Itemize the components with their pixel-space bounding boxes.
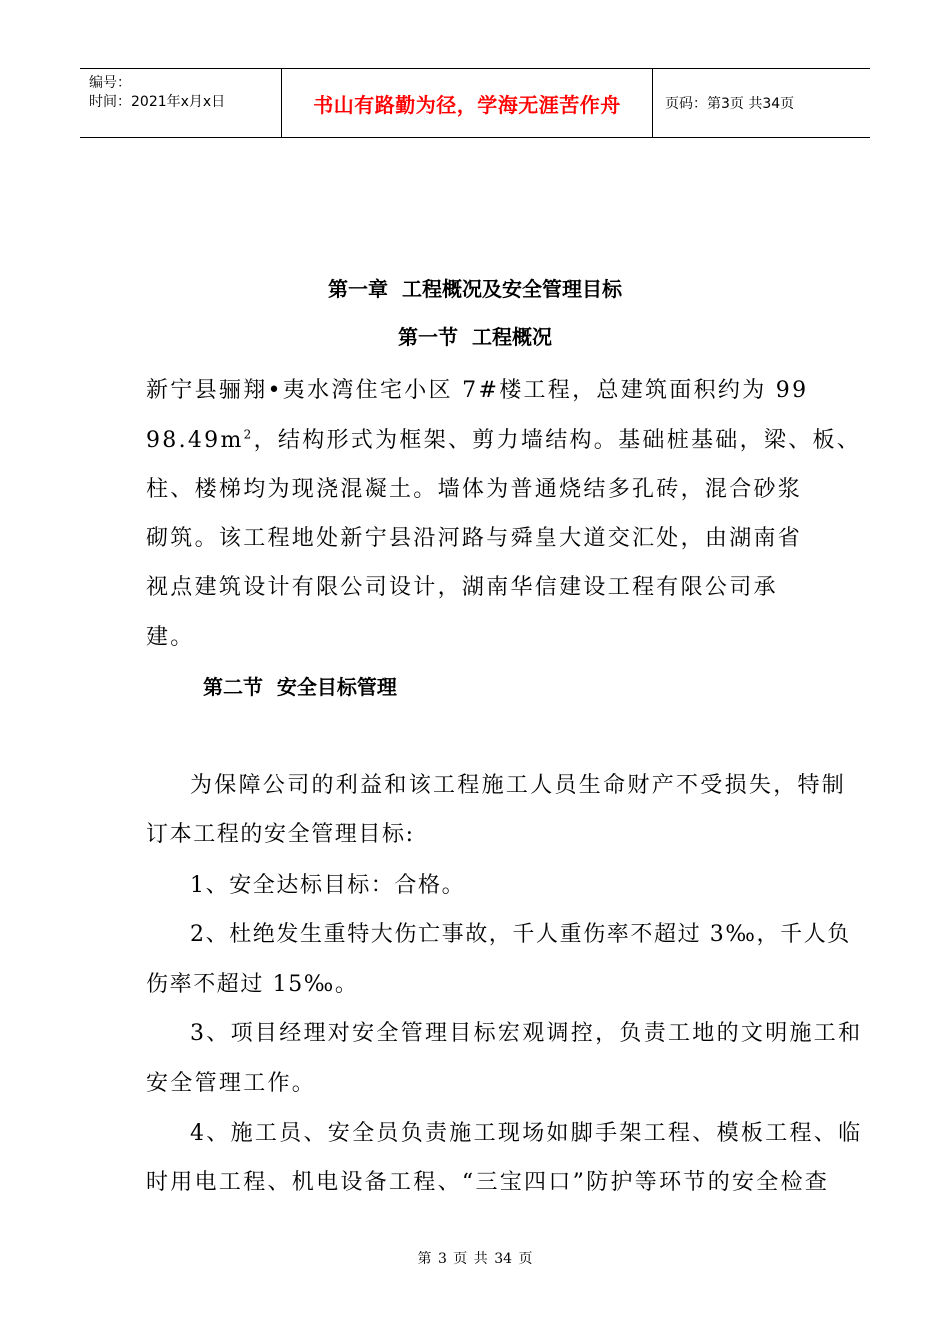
body-line [146, 423, 861, 454]
body-line: 订本工程的安全管理目标: [146, 822, 415, 847]
body-line: 视点建筑设计有限公司设计，湖南华信建设工程有限公司承 [146, 575, 778, 600]
superscript: 2 [243, 427, 254, 442]
body-line: 柱、楼梯均为现浇混凝土。墙体为普通烧结多孔砖，混合砂浆 [146, 477, 803, 502]
page-info: 页码：第3页 共34页 [665, 96, 795, 112]
body-text: ，结构形式为框架、剪力墙结构。基础桩基础，梁、板、 [253, 428, 862, 453]
body-line: 伤率不超过 15‰。 [146, 972, 359, 997]
body-line: 建。 [146, 625, 195, 650]
header-meta-cell [80, 69, 282, 137]
body-line: 安全管理工作。 [146, 1071, 317, 1096]
page-header [80, 68, 870, 138]
serial-label: 编号： [89, 75, 131, 91]
section2-title: 第二节 安全目标管理 [203, 675, 397, 699]
header-motto-cell [282, 69, 653, 137]
body-line: 砌筑。该工程地处新宁县沿河路与舜皇大道交汇处，由湖南省 [146, 526, 803, 551]
section1-title: 第一节 工程概况 [398, 325, 552, 349]
chapter-title: 第一章 工程概况及安全管理目标 [328, 277, 622, 301]
body-line: 2、杜绝发生重特大伤亡事故，千人重伤率不超过 3‰，千人负 [190, 922, 851, 947]
body-line: 为保障公司的利益和该工程施工人员生命财产不受损失，特制 [190, 773, 847, 798]
body-line: 1、安全达标目标：合格。 [190, 873, 466, 898]
time-label: 时间：2021年x月x日 [89, 94, 226, 110]
body-line: 时用电工程、机电设备工程、“三宝四口”防护等环节的安全检查 [146, 1170, 830, 1195]
header-page-cell [653, 69, 870, 137]
motto: 书山有路勤为径，学海无涯苦作舟 [313, 92, 621, 117]
page-footer: 第 3 页 共 34 页 [417, 1251, 533, 1267]
body-line: 4、施工员、安全员负责施工现场如脚手架工程、模板工程、临 [190, 1121, 863, 1146]
body-line: 新宁县骊翔•夷水湾住宅小区 7#楼工程，总建筑面积约为 99 [146, 378, 809, 403]
body-line: 3、项目经理对安全管理目标宏观调控，负责工地的文明施工和 [190, 1021, 863, 1046]
body-text: 98.49m [146, 428, 244, 453]
